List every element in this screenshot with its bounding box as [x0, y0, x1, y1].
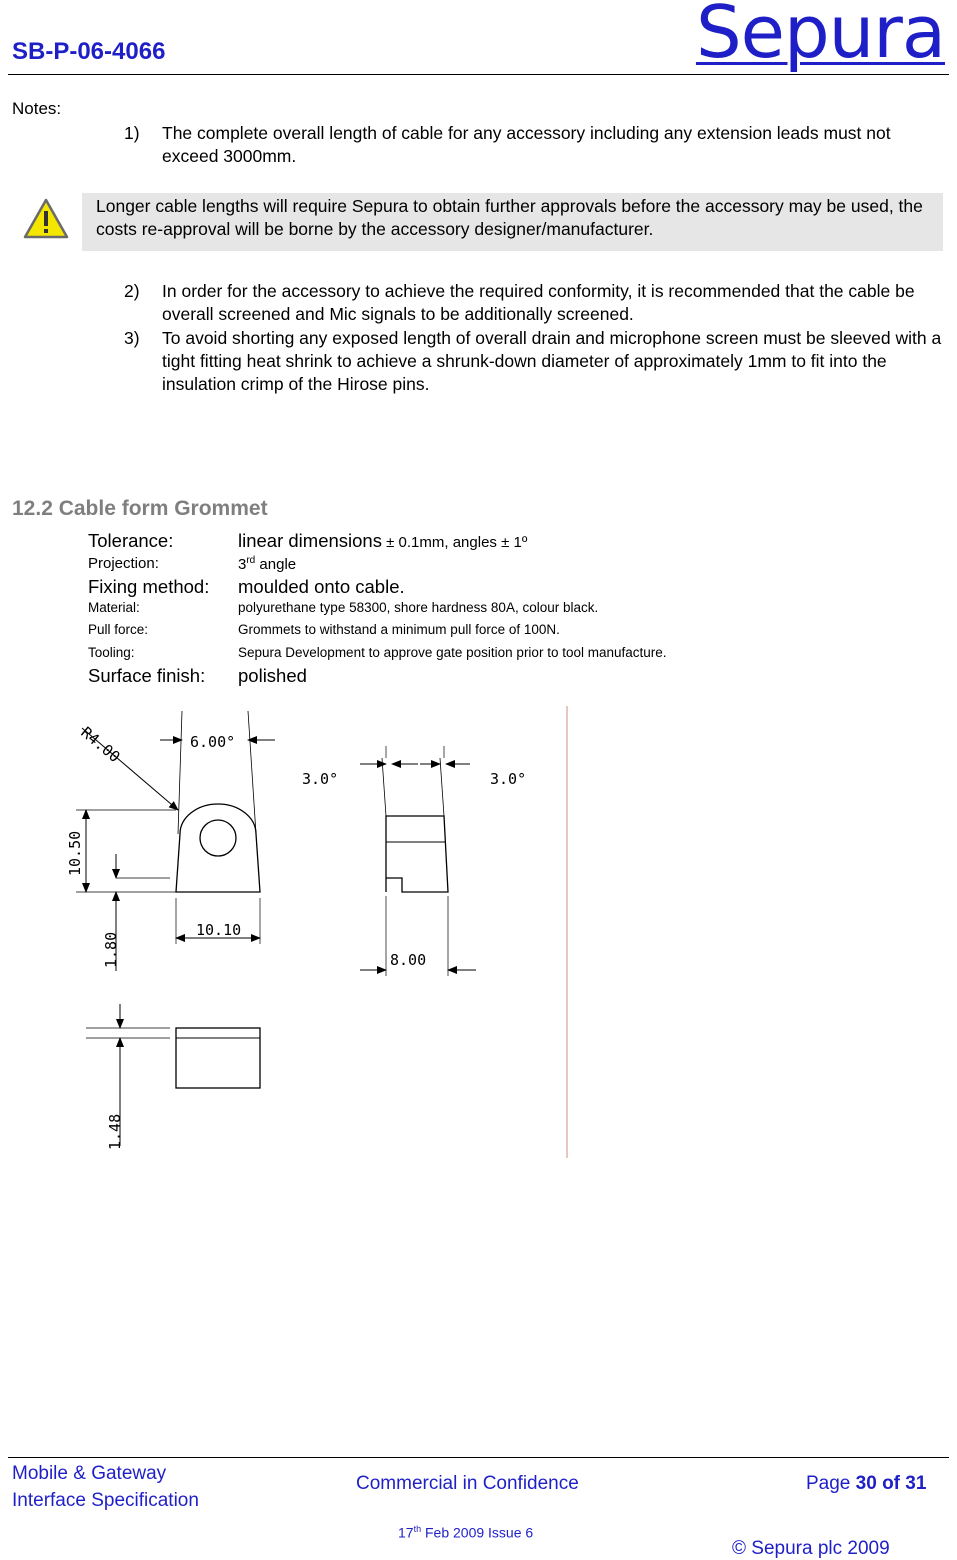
spec-label: Surface finish:	[88, 665, 206, 686]
note-text: To avoid shorting any exposed length of overall drain and microphone screen must be sleeved with a tight fitting heat shrink to achieve a shrunk-down diameter of approximately 1mm to fit into the insulation crimp of the Hirose pins.	[162, 328, 942, 394]
header-divider	[8, 74, 949, 75]
spec-value: polyurethane type 58300, shore hardness 80A, colour black.	[238, 600, 599, 615]
dim-base-width: 10.10	[196, 921, 242, 939]
dim-angle-right: 3.0°	[490, 770, 527, 788]
spec-value: polished	[238, 665, 307, 686]
dim-angle-left: 3.0°	[302, 770, 339, 788]
spec-value: Sepura Development to approve gate position prior to tool manufacture.	[238, 645, 667, 660]
sepura-logo: Sepura	[695, 0, 945, 74]
footer-copyright: © Sepura plc 2009	[732, 1538, 890, 1559]
note-number: 1)	[124, 123, 140, 143]
note-item-1	[124, 122, 946, 168]
spec-value: Grommets to withstand a minimum pull force of 100N.	[238, 622, 560, 637]
document-id: SB-P-06-4066	[12, 38, 166, 65]
note-text: In order for the accessory to achieve the required conformity, it is recommended that the cable be overall screened and Mic signals to be additionally screened.	[162, 281, 915, 324]
note-item-2	[124, 280, 946, 326]
dim-depth: 8.00	[390, 951, 427, 969]
notes-label: Notes:	[12, 99, 62, 118]
dim-offset: 1.80	[102, 931, 120, 968]
bottom-view-outline	[176, 1028, 260, 1088]
spec-label: Pull force:	[88, 622, 149, 637]
dim-flange: 1.48	[106, 1113, 124, 1150]
section-title: 12.2 Cable form Grommet	[12, 497, 268, 520]
spec-value: 3rd angle	[238, 555, 297, 573]
warning-triangle-icon	[22, 196, 70, 242]
footer-divider	[8, 1457, 949, 1458]
front-view-outline	[176, 804, 260, 892]
note-text: The complete overall length of cable for any accessory including any extension leads must not exceed 3000mm.	[162, 123, 891, 166]
footer-issue-date: 17th Feb 2009 Issue 6	[398, 1524, 534, 1541]
dim-height: 10.50	[66, 830, 84, 876]
spec-label: Tolerance:	[88, 530, 174, 551]
dim-top-width: 6.00°	[190, 733, 236, 751]
front-view-hole	[200, 820, 236, 856]
spec-label: Projection:	[88, 555, 159, 572]
spec-value: moulded onto cable.	[238, 576, 405, 597]
spec-label: Material:	[88, 600, 140, 615]
footer-page-number: Page 30 of 31	[806, 1473, 927, 1494]
spec-value: linear dimensions ± 0.1mm, angles ± 1º	[238, 530, 528, 551]
note-number: 3)	[124, 328, 140, 348]
spec-label: Tooling:	[88, 645, 135, 660]
side-view-outline	[386, 816, 448, 892]
footer-doc-title: Mobile & Gateway Interface Specification	[12, 1463, 199, 1511]
dim-radius: R4.00	[77, 723, 124, 767]
note-item-3	[124, 327, 946, 396]
footer-confidentiality: Commercial in Confidence	[356, 1473, 579, 1494]
warning-text: Longer cable lengths will require Sepura to obtain further approvals before the accessory may be used, the costs re-approval will be borne by the accessory designer/manufacturer.	[96, 196, 923, 239]
grommet-technical-drawing	[20, 706, 580, 1158]
note-number: 2)	[124, 281, 140, 301]
spec-label: Fixing method:	[88, 576, 210, 597]
